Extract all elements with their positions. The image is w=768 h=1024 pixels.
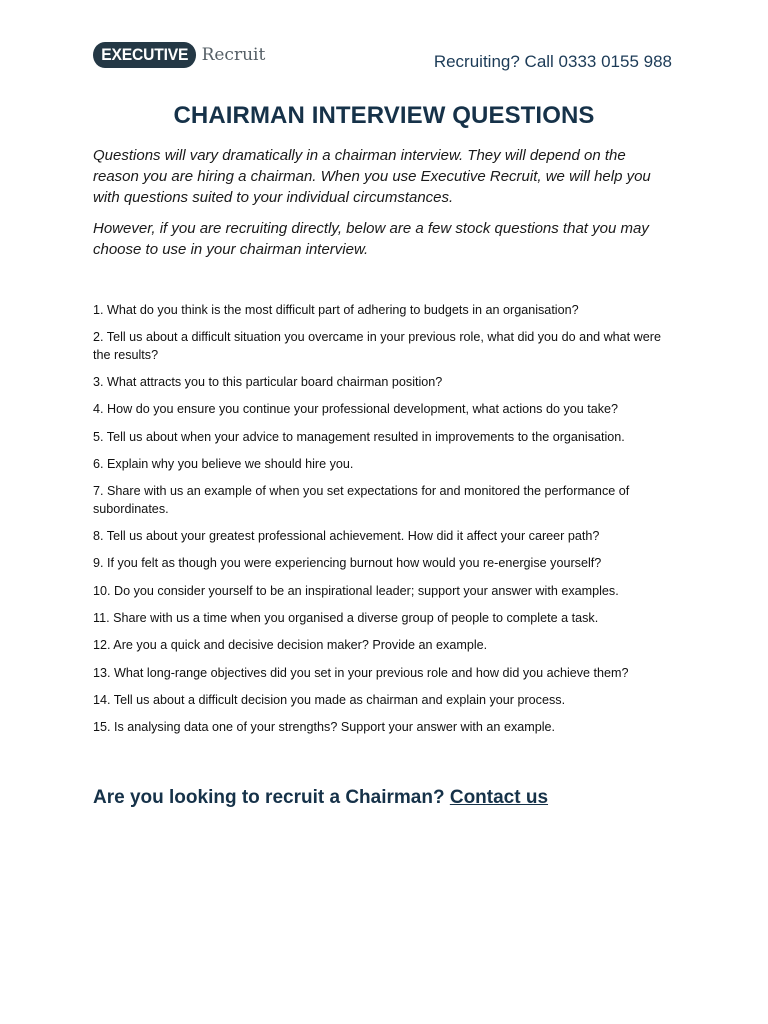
page-header [93, 40, 672, 74]
question-item: 4. How do you ensure you continue your professional development, what actions do you take? [93, 402, 619, 417]
intro-section [93, 145, 673, 270]
intro-paragraph: Questions will vary dramatically in a chairman interview. They will depend on the reason you are hiring a chairman. When you use Executive Recruit, we will help you with questions suited to your individual circumstances. [93, 147, 651, 206]
phone-contact: Recruiting? Call 0333 0155 988 [433, 52, 672, 71]
page-title: CHAIRMAN INTERVIEW QUESTIONS [173, 102, 595, 129]
question-item: 8. Tell us about your greatest professional achievement. How did it affect your career path? [93, 529, 600, 544]
question-item: 7. Share with us an example of when you set expectations for and monitored the performance of subordinates. [93, 484, 630, 516]
question-item: 1. What do you think is the most difficult part of adhering to budgets in an organisation? [93, 303, 579, 317]
question-item: 10. Do you consider yourself to be an inspirational leader; support your answer with examples. [93, 583, 619, 598]
contact-us-link[interactable]: Contact us [449, 787, 549, 808]
question-item: 3. What attracts you to this particular board chairman position? [93, 375, 443, 390]
call-to-action [93, 786, 548, 810]
executive-recruit-logo [93, 42, 265, 68]
cta-text: Are you looking to recruit a Chairman? [93, 787, 445, 808]
question-item: 6. Explain why you believe we should hire you. [93, 456, 354, 471]
question-item: 2. Tell us about a difficult situation you overcame in your previous role, what did you do and what were the results? [93, 330, 661, 362]
intro-paragraph: However, if you are recruiting directly, below are a few stock questions that you may choose to use in your chairman interview. [93, 220, 649, 258]
question-item: 11. Share with us a time when you organised a diverse group of people to complete a task. [93, 610, 599, 625]
question-item: 14. Tell us about a difficult decision you made as chairman and explain your process. [93, 692, 566, 707]
question-item: 12. Are you a quick and decisive decision maker? Provide an example. [93, 638, 488, 653]
question-item: 13. What long-range objectives did you set in your previous role and how did you achieve them? [93, 665, 629, 680]
question-item: 9. If you felt as though you were experiencing burnout how would you re-energise yourself? [93, 556, 602, 571]
question-item: 15. Is analysing data one of your strengths? Support your answer with an example. [93, 720, 556, 735]
question-list [93, 302, 668, 746]
question-item: 5. Tell us about when your advice to management resulted in improvements to the organisation. [93, 429, 625, 444]
logo-badge: EXECUTIVE [93, 42, 196, 68]
logo-wordmark: Recruit [201, 45, 266, 65]
